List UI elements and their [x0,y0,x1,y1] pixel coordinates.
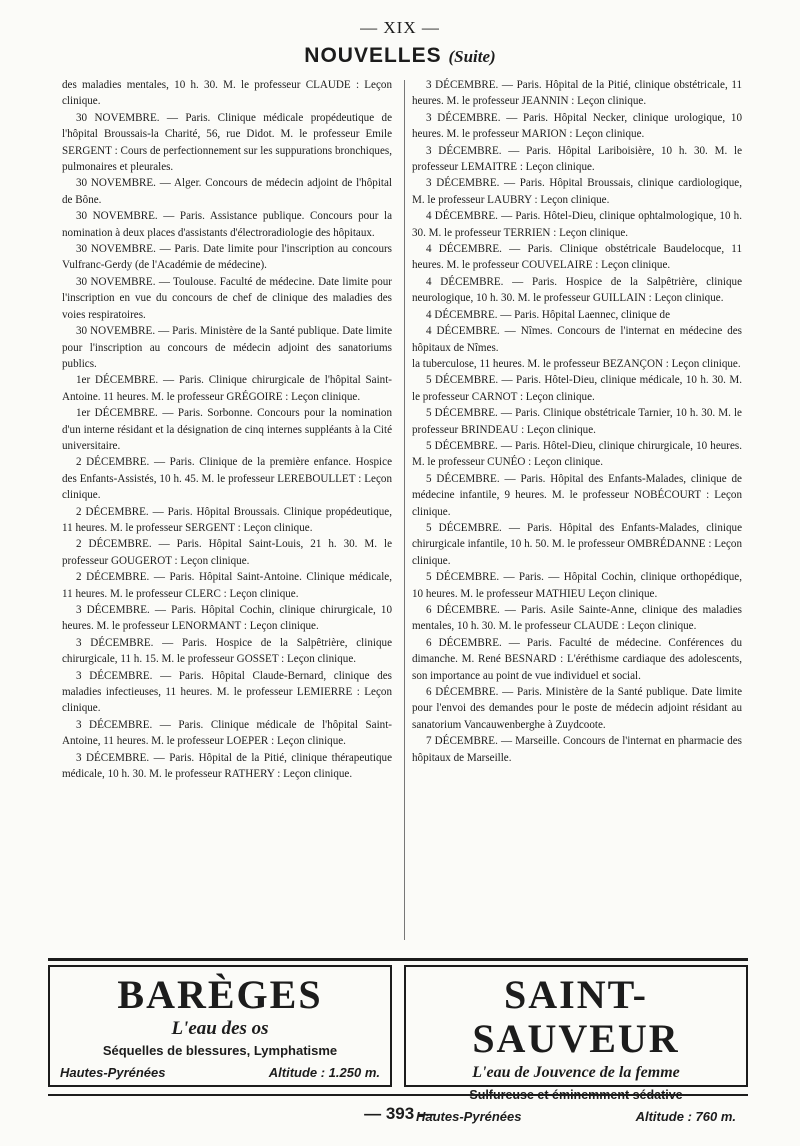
news-entry: 30 NOVEMBRE. — Paris. Assistance publique. Concours pour la nomination à deux places d'assistants d'électroradiologie des hôpitaux. [62,210,392,239]
news-entry: 5 DÉCEMBRE. — Paris. Hôpital des Enfants-Malades, clinique de médecine infantile, 9 heures. M. le professeur NOBÉCOURT : Leçon clinique. [412,472,742,518]
ad-footer [50,1065,390,1080]
news-columns [62,77,742,945]
ad-altitude: Altitude : 1.250 m. [268,1065,380,1080]
news-entry: 2 DÉCEMBRE. — Paris. Hôpital Saint-Antoine. Clinique médicale, 11 heures. M. le professeur CLERC : Leçon clinique. [62,571,392,600]
news-entry: 3 DÉCEMBRE. — Paris. Hôpital de la Pitié, clinique obstétricale, 11 heures. M. le professeur JEANNIN : Leçon clinique. [412,79,742,108]
ad-region: Hautes-Pyrénées [60,1065,166,1080]
news-entry: 1er DÉCEMBRE. — Paris. Sorbonne. Concours pour la nomination d'un interne résidant et la désignation de cinq internes suppléants à la Cité universitaire. [62,407,392,452]
news-entry: 3 DÉCEMBRE. — Paris. Hôpital Broussais, clinique cardiologique, M. le professeur LAUBRY : Leçon clinique. [412,177,742,206]
section-subtitle: (Suite) [448,47,496,66]
news-entry: 3 DÉCEMBRE. — Paris. Hôpital Necker, clinique urologique, 10 heures. M. le professeur MARION : Leçon clinique. [412,111,742,141]
news-entry: 4 DÉCEMBRE. — Paris. Hôtel-Dieu, clinique ophtalmologique, 10 h. 30. M. le professeur TERRIEN : Leçon clinique. [412,210,742,239]
news-entry: 30 NOVEMBRE. — Alger. Concours de médecin adjoint de l'hôpital de Bône. [62,177,392,206]
ads-top-rule [48,958,748,961]
section-title: NOUVELLES [304,44,442,67]
ad-region: Hautes-Pyrénées [416,1109,522,1124]
news-entry: 6 DÉCEMBRE. — Paris. Asile Sainte-Anne, clinique des maladies mentales, 10 h. 30. M. le professeur CLAUDE : Leçon clinique. [412,604,742,633]
ads-bottom-rule [48,1094,748,1096]
news-entry: 5 DÉCEMBRE. — Paris. — Hôpital Cochin, clinique orthopédique, 10 heures. M. le professeur MATHIEU Leçon clinique. [412,571,742,600]
news-entry: 4 DÉCEMBRE. — Nîmes. Concours de l'internat en médecine des hôpitaux de Nîmes. [412,325,742,354]
news-entry: 6 DÉCEMBRE. — Paris. Faculté de médecine. Conférences du dimanche. M. René BESNARD : L'éréthisme cardiaque des adolescents, son importance au point de vue individuel et social. [412,636,742,682]
page-title [0,44,800,68]
ad-saint-sauveur [404,965,748,1124]
news-entry: 4 DÉCEMBRE. — Paris. Clinique obstétricale Baudelocque, 11 heures. M. le professeur COUVELAIRE : Leçon clinique. [412,243,742,272]
news-entry: 3 DÉCEMBRE. — Paris. Hôpital Cochin, clinique chirurgicale, 10 heures. M. le professeur LENORMANT : Leçon clinique. [62,604,392,633]
ad-altitude: Altitude : 760 m. [635,1109,736,1124]
news-entry: 6 DÉCEMBRE. — Paris. Ministère de la Santé publique. Date limite pour l'envoi des demandes pour le poste de médecin adjoint résidant au sanatorium Vancauwenberghe à Zuydcoote. [412,686,742,731]
news-entry: 1er DÉCEMBRE. — Paris. Clinique chirurgicale de l'hôpital Saint-Antoine. 11 heures. M. le professeur GRÉGOIRE : Leçon clinique. [62,374,392,403]
news-entry: 30 NOVEMBRE. — Paris. Ministère de la Santé publique. Date limite pour l'inscription au concours de médecin adjoint des sanatoriums publics. [62,325,392,370]
page-number: — 393 — [364,1104,436,1123]
ad-name: BARÈGES [117,972,323,1017]
news-entry: des maladies mentales, 10 h. 30. M. le professeur CLAUDE : Leçon clinique. [62,79,392,108]
news-entry: 7 DÉCEMBRE. — Marseille. Concours de l'internat en pharmacie des hôpitaux de Marseille. [412,735,742,764]
ad-description: Séquelles de blessures, Lymphatisme [102,1043,338,1058]
news-entry: 3 DÉCEMBRE. — Paris. Clinique médicale de l'hôpital Saint-Antoine, 11 heures. M. le professeur LOEPER : Leçon clinique. [62,718,392,748]
left-column [62,77,392,945]
news-entry: 5 DÉCEMBRE. — Paris. Clinique obstétricale Tarnier, 10 h. 30. M. le professeur BRINDEAU : Leçon clinique. [412,407,742,436]
page-header-roman: — XIX — [360,18,440,37]
news-entry: 2 DÉCEMBRE. — Paris. Hôpital Broussais. Clinique propédeutique, 11 heures. M. le professeur SERGENT : Leçon clinique. [62,505,392,534]
news-entry: 2 DÉCEMBRE. — Paris. Clinique de la première enfance. Hospice des Enfants-Assistés, 10 h. 45. M. le professeur LEREBOULLET : Leçon clinique. [62,456,392,502]
right-column [412,77,742,945]
ad-bareges [48,965,392,1087]
news-entry: 3 DÉCEMBRE. — Paris. Hôpital de la Pitié, clinique thérapeutique médicale, 10 h. 30. M. le professeur RATHERY : Leçon clinique. [62,751,392,781]
news-entry: 5 DÉCEMBRE. — Paris. Hôtel-Dieu, clinique chirurgicale, 10 heures. M. le professeur CUNÉO : Leçon clinique. [412,439,742,469]
news-entry: 30 NOVEMBRE. — Paris. Clinique médicale propédeutique de l'hôpital Broussais-la Charité, 56, rue Didot. M. le professeur Emile SERGENT : Cours de perfectionnement sur les suppurations bronchiques, pulmonaires et pleurales. [62,111,392,174]
news-entry: 3 DÉCEMBRE. — Paris. Hôpital Claude-Bernard, clinique des maladies infectieuses, 11 heures. M. le professeur LEMIERRE : Leçon clinique. [62,669,392,715]
news-entry: 30 NOVEMBRE. — Paris. Date limite pour l'inscription au concours Vulfranc-Gerdy (de l'Académie de médecine). [62,243,392,272]
news-entry: 4 DÉCEMBRE. — Paris. Hôpital Laennec, clinique de [426,308,671,321]
news-entry: 5 DÉCEMBRE. — Paris. Hôtel-Dieu, clinique médicale, 10 h. 30. M. le professeur CARNOT : Leçon clinique. [412,374,742,403]
news-entry: 2 DÉCEMBRE. — Paris. Hôpital Saint-Louis, 21 h. 30. M. le professeur GOUGEROT : Leçon clinique. [62,538,392,567]
column-divider [404,80,405,940]
news-entry: 30 NOVEMBRE. — Toulouse. Faculté de médecine. Date limite pour l'inscription en vue du concours de chef de clinique des maladies des voies respiratoires. [62,275,392,321]
ad-name: SAINT-SAUVEUR [472,972,680,1061]
ad-tagline: L'eau de Jouvence de la femme [472,1064,680,1081]
news-entry: la tuberculose, 11 heures. M. le professeur BEZANÇON : Leçon clinique. [412,357,741,370]
news-entry: 3 DÉCEMBRE. — Paris. Hospice de la Salpêtrière, clinique chirurgicale, 11 h. 15. M. le professeur GOSSET : Leçon clinique. [62,636,392,666]
news-entry: 4 DÉCEMBRE. — Paris. Hospice de la Salpêtrière, clinique neurologique, 10 h. 30. M. le professeur GUILLAIN : Leçon clinique. [412,275,742,305]
news-entry: 5 DÉCEMBRE. — Paris. Hôpital des Enfants-Malades, clinique chirurgicale infantile, 10 h. 50. M. le professeur OMBRÉDANNE : Leçon clinique. [412,521,742,567]
ad-tagline: L'eau des os [171,1018,269,1039]
news-entry: 3 DÉCEMBRE. — Paris. Hôpital Lariboisière, 10 h. 30. M. le professeur LEMAITRE : Leçon clinique. [412,144,742,174]
